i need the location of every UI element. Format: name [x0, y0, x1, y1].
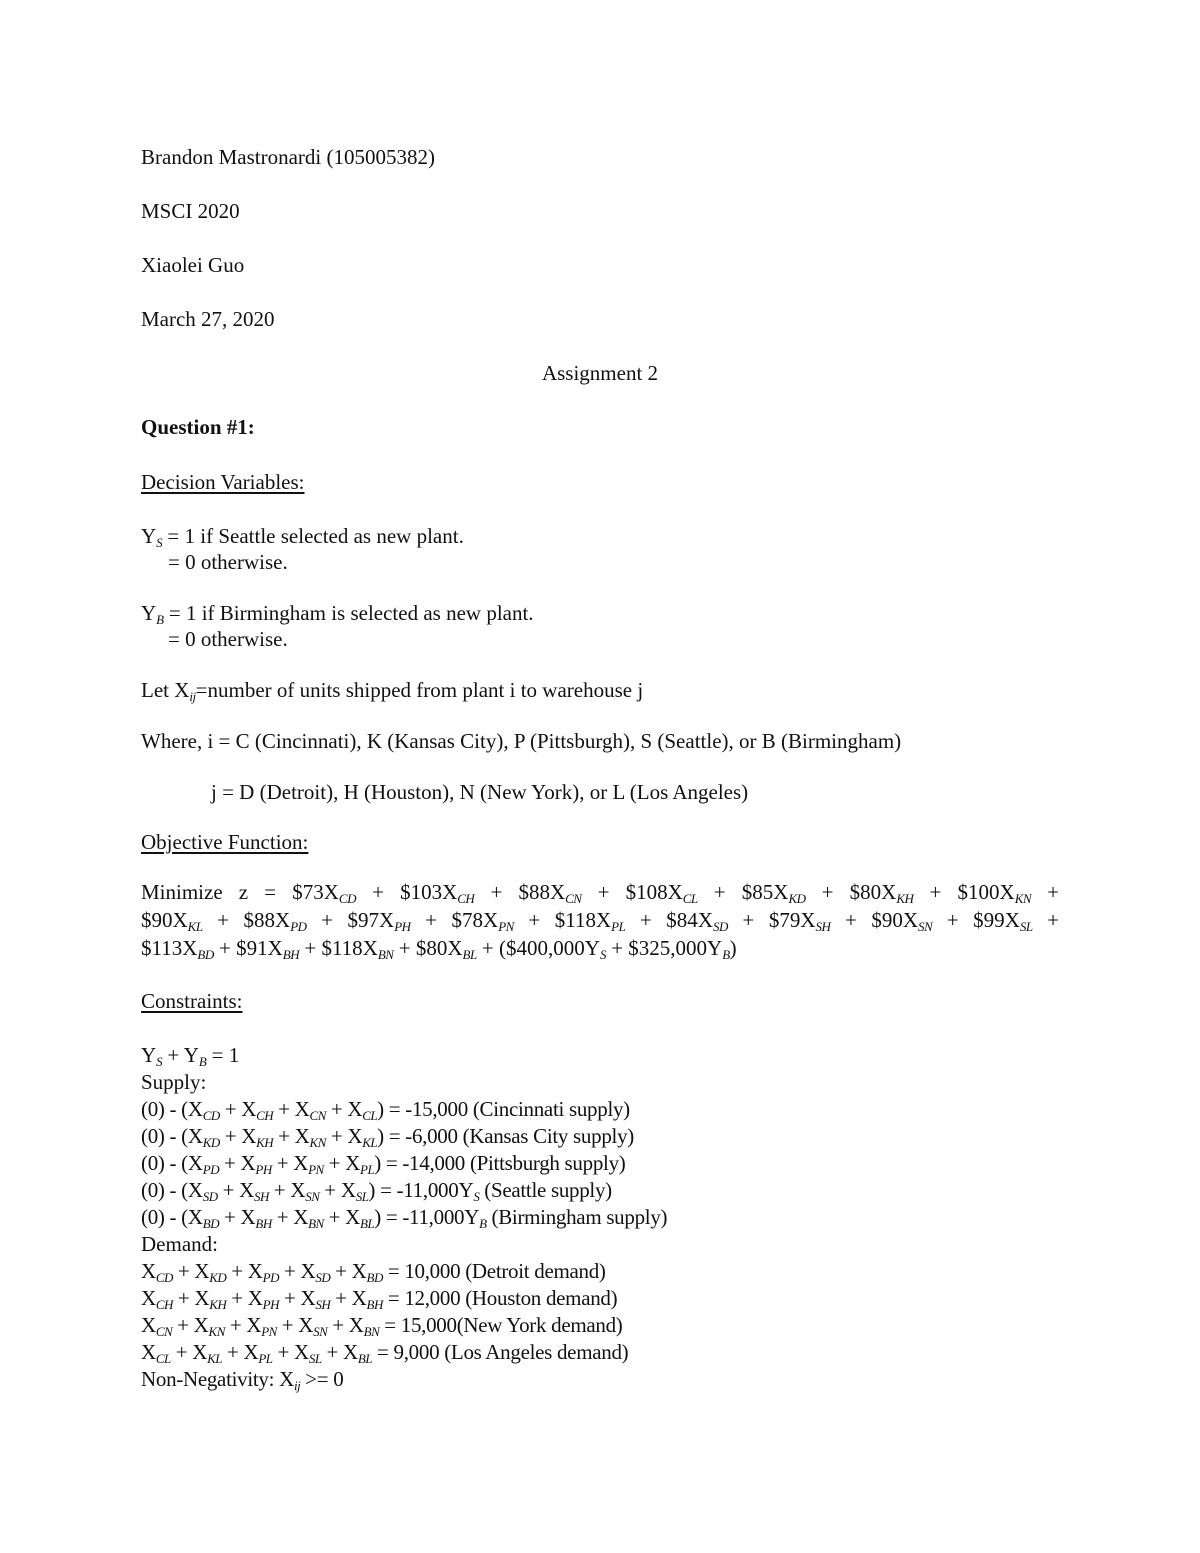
course-code: MSCI 2020 [141, 199, 240, 223]
ys-definition: $Y_S = 1$ if Seattle selected as new plant. [141, 524, 464, 550]
student-name: Brandon Mastronardi (105005382) [141, 145, 435, 169]
ys-line-1: = 1 if Seattle selected as new plant. [167, 524, 464, 548]
let-prefix: Let X [141, 678, 190, 702]
yb-definition: $Y_B = 1$ if Birmingham is selected as new plant. [141, 601, 534, 627]
non-negativity-constraint: Non-Negativity: $X_{ij} >= 0$ [141, 1367, 344, 1393]
objective-line-3: $\$113X_{BD}$ + $\$91X_{BH}$ + $\$118X_{BN}$ + $\$80X_{BL}$ + ($\$400,000Y_S$ + $\$325,000Y_B$) [141, 936, 737, 962]
objective-heading: Objective Function: [141, 830, 309, 854]
constraint-plant-choice: $Y_S + Y_B = 1$ [141, 1043, 240, 1069]
supply-constraint: $(0) - (X_{KD} + X_{KH} + X_{KN} + X_{KL}) = -6,000$ (Kansas City supply) [141, 1124, 634, 1150]
demand-constraint: $X_{CL} + X_{KL} + X_{PL} + X_{SL} + X_{BL} = 9,000$ (Los Angeles demand) [141, 1340, 629, 1366]
ys-otherwise: = 0 otherwise. [168, 550, 288, 574]
supply-constraint: $(0) - (X_{SD} + X_{SH} + X_{SN} + X_{SL}) = -11,000Y_S$ (Seattle supply) [141, 1178, 612, 1204]
yb-otherwise: = 0 otherwise. [168, 627, 288, 651]
supply-constraint: $(0) - (X_{CD} + X_{CH} + X_{CN} + X_{CL}) = -15,000$ (Cincinnati supply) [141, 1097, 630, 1123]
let-definition: Let $X_{ij}=number$ of units shipped from plant i to warehouse j [141, 678, 644, 704]
assignment-title: Assignment 2 [541, 361, 659, 385]
demand-label: Demand: [141, 1232, 218, 1256]
instructor-name: Xiaolei Guo [141, 253, 245, 277]
objective-line-1: Minimize $z = \$73X_{CD}$ + $\$103X_{CH}$ + $\$88X_{CN}$ + $\$108X_{CL}$ + $\$85X_{KD}$ + $\$80X_{KH}$ + $\$100X_{KN}$ + [141, 880, 1060, 906]
question-heading: Question #1: [141, 415, 255, 439]
supply-label: Supply: [141, 1070, 207, 1094]
date: March 27, 2020 [141, 307, 275, 331]
objective-line-2: $\$90X_{KL}$ + $\$88X_{PD}$ + $\$97X_{PH}$ + $\$78X_{PN}$ + $\$118X_{PL}$ + $\$84X_{SD}$ + $\$79X_{SH}$ + $\$90X_{SN}$ + $\$99X_{SL}$ + [141, 908, 1059, 934]
where-j: j = D (Detroit), H (Houston), N (New York), or L (Los Angeles) [211, 780, 749, 804]
supply-constraint: $(0) - (X_{PD} + X_{PH} + X_{PN} + X_{PL}) = -14,000$ (Pittsburgh supply) [141, 1151, 626, 1177]
let-suffix: =number of units shipped from plant i to warehouse j [195, 678, 644, 702]
where-i: Where, i = C (Cincinnati), K (Kansas City), P (Pittsburgh), S (Seattle), or B (Birmingham) [141, 729, 902, 753]
yb-line-1: = 1 if Birmingham is selected as new plant. [168, 601, 534, 625]
supply-constraint: $(0) - (X_{BD} + X_{BH} + X_{BN} + X_{BL}) = -11,000Y_B$ (Birmingham supply) [141, 1205, 668, 1231]
demand-constraint: $X_{CH} + X_{KH} + X_{PH} + X_{SH} + X_{BH} = 12,000$ (Houston demand) [141, 1286, 618, 1312]
decision-variables-heading: Decision Variables: [141, 470, 305, 494]
demand-constraint: $X_{CD} + X_{KD} + X_{PD} + X_{SD} + X_{BD} = 10,000$ (Detroit demand) [141, 1259, 606, 1285]
demand-constraint: $X_{CN} + X_{KN} + X_{PN} + X_{SN} + X_{BN} = 15,000(New$ York demand) [141, 1313, 623, 1339]
constraints-heading: Constraints: [141, 989, 243, 1013]
